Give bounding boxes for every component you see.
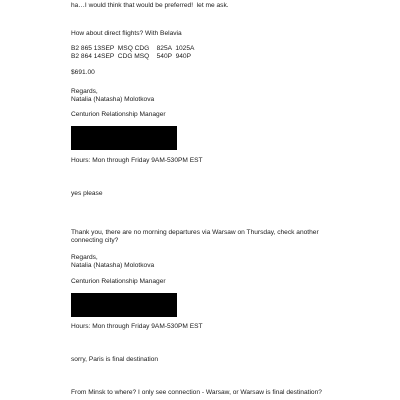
message-line: Thank you, there are no morning departures via Warsaw on Thursday, check another — [71, 229, 319, 236]
signature-hours: Hours: Mon through Friday 9AM-530PM EST — [71, 323, 203, 330]
redaction-block — [71, 293, 177, 317]
signature-regards: Regards, — [71, 88, 98, 95]
signature-title: Centurion Relationship Manager — [71, 278, 166, 285]
signature-regards: Regards, — [71, 254, 98, 261]
signature-name: Natalia (Natasha) Molotkova — [71, 96, 155, 103]
signature-hours: Hours: Mon through Friday 9AM-530PM EST — [71, 157, 203, 164]
flight-line: B2 865 13SEP MSQ CDG 825A 1025A — [71, 45, 195, 52]
message-line: From Minsk to where? I only see connection - Warsaw, or Warsaw is final destination? — [71, 389, 322, 396]
signature-name: Natalia (Natasha) Molotkova — [71, 262, 155, 269]
message-line: ha…I would think that would be preferred! let me ask. — [71, 2, 229, 9]
reply-text: sorry, Paris is final destination — [71, 356, 159, 363]
price-text: $691.00 — [71, 69, 95, 76]
message-line: How about direct flights? With Belavia — [71, 30, 182, 37]
signature-title: Centurion Relationship Manager — [71, 111, 166, 118]
reply-text: yes please — [71, 190, 103, 197]
flight-line: B2 864 14SEP CDG MSQ 540P 940P — [71, 53, 191, 60]
message-line: connecting city? — [71, 237, 119, 244]
redaction-block — [71, 126, 177, 150]
